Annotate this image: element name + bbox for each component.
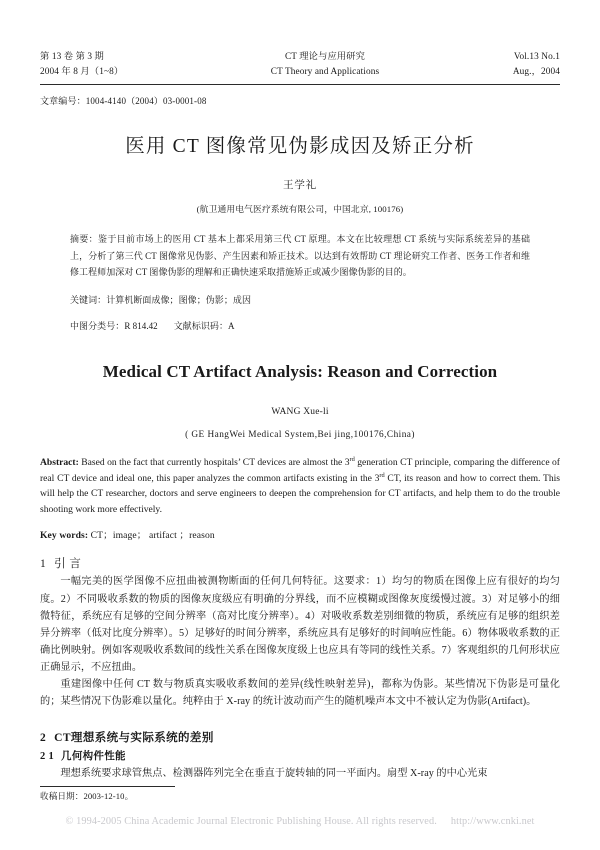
author-cn: 王学礼 bbox=[283, 180, 317, 192]
abstract-en-sup1: rd bbox=[349, 456, 355, 464]
keywords-cn bbox=[70, 292, 530, 309]
abstract-en-part2: generation CT principle, comparing the difference of real CT device and ideal one, this paper analyzes the common artifacts existing in the 3 bbox=[40, 457, 560, 484]
page-content bbox=[40, 0, 560, 782]
classification-cn bbox=[70, 318, 530, 335]
keywords-cn-text: 计算机断面成像；图像；伪影；成因 bbox=[106, 295, 252, 306]
footnote-divider bbox=[40, 786, 175, 787]
abstract-en-label: Abstract: bbox=[40, 457, 79, 469]
publication-date-pages: 2004 年 8 月（1~8） bbox=[40, 67, 124, 78]
running-head-left bbox=[40, 50, 200, 80]
section-2-number: 2 bbox=[40, 731, 47, 744]
affiliation-en: ( GE HangWei Medical System,Bei jing,100176,China) bbox=[185, 430, 415, 441]
cnki-footer bbox=[0, 816, 600, 827]
abstract-en-sup2: rd bbox=[379, 471, 385, 479]
section-1 bbox=[40, 555, 560, 710]
journal-name-cn: CT 理论与应用研究 bbox=[284, 52, 366, 62]
keywords-en-text: CT；image； artifact ；reason bbox=[90, 530, 215, 542]
section-2-1-number: 2 1 bbox=[40, 750, 55, 762]
section-1-number: 1 bbox=[40, 558, 47, 571]
keywords-en bbox=[40, 527, 560, 541]
abstract-cn-paragraph bbox=[70, 231, 530, 281]
clc-label: 中图分类号： bbox=[70, 320, 125, 331]
section-2-1-heading bbox=[40, 748, 560, 763]
section-2-title: CT理想系统与实际系统的差别 bbox=[54, 731, 214, 744]
footnote-area bbox=[40, 786, 560, 802]
author-en: WANG Xue-li bbox=[271, 407, 329, 418]
section-2-1-paragraph: 理想系统要求球管焦点、检测器阵列完全在垂直于旋转轴的同一平面内。扇型 X-ray 的中心光束 bbox=[60, 767, 488, 779]
section-2-1-title: 几何构件性能 bbox=[61, 750, 126, 762]
section-1-body bbox=[40, 573, 560, 710]
footnote-received-date: 收稿日期：2003-12-10。 bbox=[40, 791, 134, 801]
volume-issue: 第 13 卷 第 3 期 bbox=[40, 52, 104, 62]
article-number: 文章编号：1004-4140（2004）03-0001-08 bbox=[40, 96, 207, 107]
abstract-en bbox=[40, 455, 560, 517]
abstract-cn-label: 摘要： bbox=[70, 234, 98, 245]
journal-name-en: CT Theory and Applications bbox=[270, 67, 380, 78]
abstract-en-part1: Based on the fact that currently hospitals’ CT devices are almost the 3 bbox=[78, 457, 350, 469]
publication-date-en: Aug.，2004 bbox=[512, 67, 560, 78]
abstract-cn-text: 鉴于目前市场上的医用 CT 基本上都采用第三代 CT 原理。本文在比较理想 CT 系统与实际系统差异的基础上，分析了第三代 CT 图像常见伪影、产生因素和矫正技术。以达到有效帮助 CT 理论研究工作者、医务工作者和维修工程师加深对 CT 图像伪影的理解和正确快速采取措施矫正或减少图像伪影的目的。 bbox=[70, 234, 531, 278]
running-head bbox=[40, 0, 560, 80]
abstract-en-part3: CT, its reason and how to correct them. This will help the CT researcher, doctors and serve engineers to deepen the comprehension for CT artifacts, and help them to do the trouble shooting work more effectively. bbox=[40, 472, 560, 515]
affiliation-cn: (航卫通用电气医疗系统有限公司，中国北京, 100176) bbox=[196, 204, 404, 215]
cnki-url[interactable]: http://www.cnki.net bbox=[450, 816, 535, 827]
header-divider bbox=[40, 84, 560, 85]
page-title-en: Medical CT Artifact Analysis: Reason and Correction bbox=[102, 362, 498, 382]
clc-value: R 814.42 bbox=[124, 320, 158, 331]
doc-code-value: A bbox=[228, 320, 235, 331]
keywords-en-label: Key words: bbox=[40, 530, 89, 542]
section-2-heading bbox=[40, 729, 560, 745]
running-head-right bbox=[450, 50, 560, 80]
keywords-cn-label: 关键词： bbox=[70, 295, 107, 306]
doc-code-label: 文献标识码： bbox=[173, 320, 229, 331]
section-1-heading bbox=[40, 555, 560, 571]
section-1-title: 引 言 bbox=[54, 558, 82, 571]
section-2 bbox=[40, 729, 560, 782]
running-head-center bbox=[200, 50, 450, 80]
page-title-cn: 医用 CT 图像常见伪影成因及矫正分析 bbox=[125, 136, 475, 158]
cnki-copyright-text: © 1994-2005 China Academic Journal Electronic Publishing House. All rights reserved. bbox=[65, 816, 437, 827]
section-1-paragraph-2: 重建图像中任何 CT 数与物质真实吸收系数间的差异(线性映射差异)，都称为伪影。某些情况下伪影是可量化的；某些情况下伪影难以量化。纯粹由于 X-ray 的统计波动而产生的随机噪声本文中不被认定为伪影(Artifact)。 bbox=[40, 679, 560, 708]
volume-number-en: Vol.13 No.1 bbox=[513, 52, 560, 62]
abstract-cn bbox=[70, 231, 530, 281]
section-1-paragraph-1: 一幅完美的医学图像不应扭曲被测物断面的任何几何特征。这要求：1）均匀的物质在图像上应有很好的均匀度。2）不同吸收系数的物质的图像灰度级应有明确的分界线，而不应模糊或图像灰度缓慢过渡。3）对足够小的细微特征，系统应有足够的空间分辨率（高对比度分辨率）。4）对吸收系数差别细微的物质，系统应有足够的组织差异分辨率（低对比度分辨率）。5）足够好的时间分辨率，系统应具有足够好的时间响应性能。6）物体吸收系数的正确比例映射。例如客观吸收系数间的线性关系在图像灰度级上也应具有等同的线性关系。7）客观组织的几何形状应正确显示，不应扭曲。 bbox=[40, 576, 560, 674]
